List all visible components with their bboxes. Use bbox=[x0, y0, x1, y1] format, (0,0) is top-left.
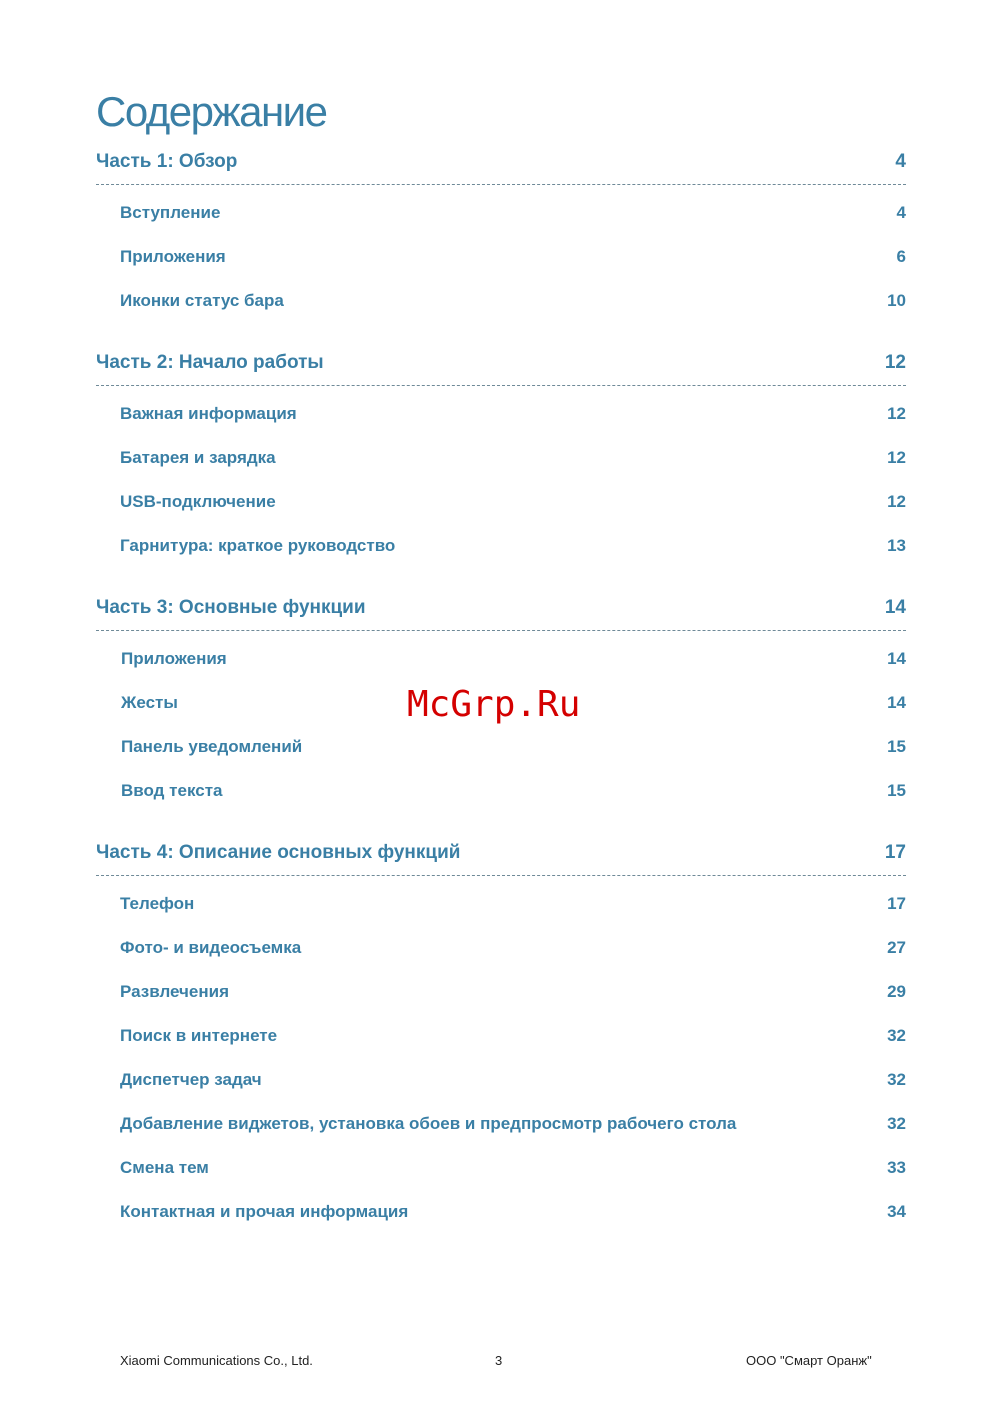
toc-part-page: 12 bbox=[884, 352, 906, 373]
toc-entry[interactable] bbox=[96, 637, 906, 681]
toc-entry-page: 12 bbox=[887, 404, 906, 423]
toc-part-page: 4 bbox=[895, 151, 906, 172]
watermark: McGrp.Ru bbox=[407, 684, 581, 725]
toc-entry-page: 6 bbox=[896, 247, 906, 266]
footer-page-number: 3 bbox=[495, 1353, 503, 1368]
toc-part-title: Часть 2: Начало работы bbox=[96, 352, 324, 373]
toc-entry[interactable] bbox=[96, 1102, 906, 1146]
toc-entry-label: Важная информация bbox=[120, 404, 297, 423]
toc-entry-page: 27 bbox=[887, 938, 906, 957]
toc-entry[interactable] bbox=[96, 392, 906, 436]
toc-entry-label: Добавление виджетов, установка обоев и предпросмотр рабочего стола bbox=[120, 1114, 737, 1133]
toc-entry-label: Поиск в интернете bbox=[120, 1026, 278, 1045]
toc-entry[interactable] bbox=[96, 769, 906, 813]
toc-entry-page: 14 bbox=[887, 649, 906, 668]
toc-entry-label: Ввод текста bbox=[121, 781, 223, 800]
toc-entry-page: 12 bbox=[887, 448, 906, 467]
toc-entry[interactable] bbox=[96, 524, 906, 568]
toc-entry[interactable] bbox=[96, 725, 906, 769]
toc-entry-label: Панель уведомлений bbox=[121, 737, 303, 756]
toc-part-title: Часть 3: Основные функции bbox=[96, 597, 366, 618]
toc-entry-page: 32 bbox=[887, 1070, 906, 1089]
toc-entry[interactable] bbox=[96, 882, 906, 926]
toc-entry-label: Развлечения bbox=[120, 982, 230, 1001]
toc-part-title: Часть 4: Описание основных функций bbox=[96, 842, 461, 863]
toc-entry[interactable] bbox=[96, 191, 906, 235]
toc-entry-label: Иконки статус бара bbox=[120, 291, 284, 310]
toc-entry[interactable] bbox=[96, 235, 906, 279]
toc-entry-page: 15 bbox=[887, 737, 906, 756]
toc-entry[interactable] bbox=[96, 480, 906, 524]
toc-entry-page: 33 bbox=[887, 1158, 906, 1177]
toc-entry-page: 34 bbox=[887, 1202, 906, 1221]
footer-distributor: ООО "Смарт Оранж" bbox=[746, 1353, 872, 1368]
toc-entry-page: 17 bbox=[887, 894, 906, 913]
toc-entry[interactable] bbox=[96, 1014, 906, 1058]
toc-entry-page: 29 bbox=[887, 982, 906, 1001]
toc-entry[interactable] bbox=[96, 436, 906, 480]
toc-part-heading[interactable] bbox=[96, 831, 906, 876]
toc-entry[interactable] bbox=[96, 1190, 906, 1234]
toc-entry[interactable] bbox=[96, 1146, 906, 1190]
toc-entry-page: 13 bbox=[887, 536, 906, 555]
toc-part bbox=[96, 831, 906, 1252]
toc-entry[interactable] bbox=[96, 926, 906, 970]
toc-entry-label: Жесты bbox=[121, 693, 178, 712]
toc-entry-label: Гарнитура: краткое руководство bbox=[120, 536, 396, 555]
toc-part-page: 14 bbox=[884, 597, 906, 618]
toc-entry-label: Диспетчер задач bbox=[120, 1070, 262, 1089]
footer-company: Xiaomi Communications Co., Ltd. bbox=[120, 1353, 313, 1368]
toc-part bbox=[96, 140, 906, 341]
toc-entry-page: 15 bbox=[887, 781, 906, 800]
toc-entry-label: Батарея и зарядка bbox=[120, 448, 276, 467]
toc-entry-label: Приложения bbox=[120, 247, 226, 266]
toc-part-heading[interactable] bbox=[96, 586, 906, 631]
toc-entry-page: 14 bbox=[887, 693, 906, 712]
toc-entry-label: Телефон bbox=[120, 894, 195, 913]
toc-entry-label: Контактная и прочая информация bbox=[120, 1202, 409, 1221]
toc-entry-label: Фото- и видеосъемка bbox=[120, 938, 302, 957]
toc-entry-page: 32 bbox=[887, 1026, 906, 1045]
toc-entry-page: 32 bbox=[887, 1114, 906, 1133]
toc-part bbox=[96, 341, 906, 586]
toc-part-title: Часть 1: Обзор bbox=[96, 151, 238, 172]
toc-part-heading[interactable] bbox=[96, 140, 906, 185]
toc-part-page: 17 bbox=[884, 842, 906, 863]
toc-entry[interactable] bbox=[96, 970, 906, 1014]
toc-entry-page: 12 bbox=[887, 492, 906, 511]
toc-part-heading[interactable] bbox=[96, 341, 906, 386]
toc-entry-label: Приложения bbox=[121, 649, 227, 668]
toc-entry-page: 4 bbox=[896, 203, 906, 222]
toc-entry-label: Смена тем bbox=[120, 1158, 209, 1177]
toc-entry[interactable] bbox=[96, 1058, 906, 1102]
toc-entry[interactable] bbox=[96, 279, 906, 323]
toc-entry-page: 10 bbox=[887, 291, 906, 310]
page-title: Содержание bbox=[96, 88, 327, 135]
toc-entry-label: Вступление bbox=[120, 203, 221, 222]
toc-entry-label: USB-подключение bbox=[120, 492, 276, 511]
